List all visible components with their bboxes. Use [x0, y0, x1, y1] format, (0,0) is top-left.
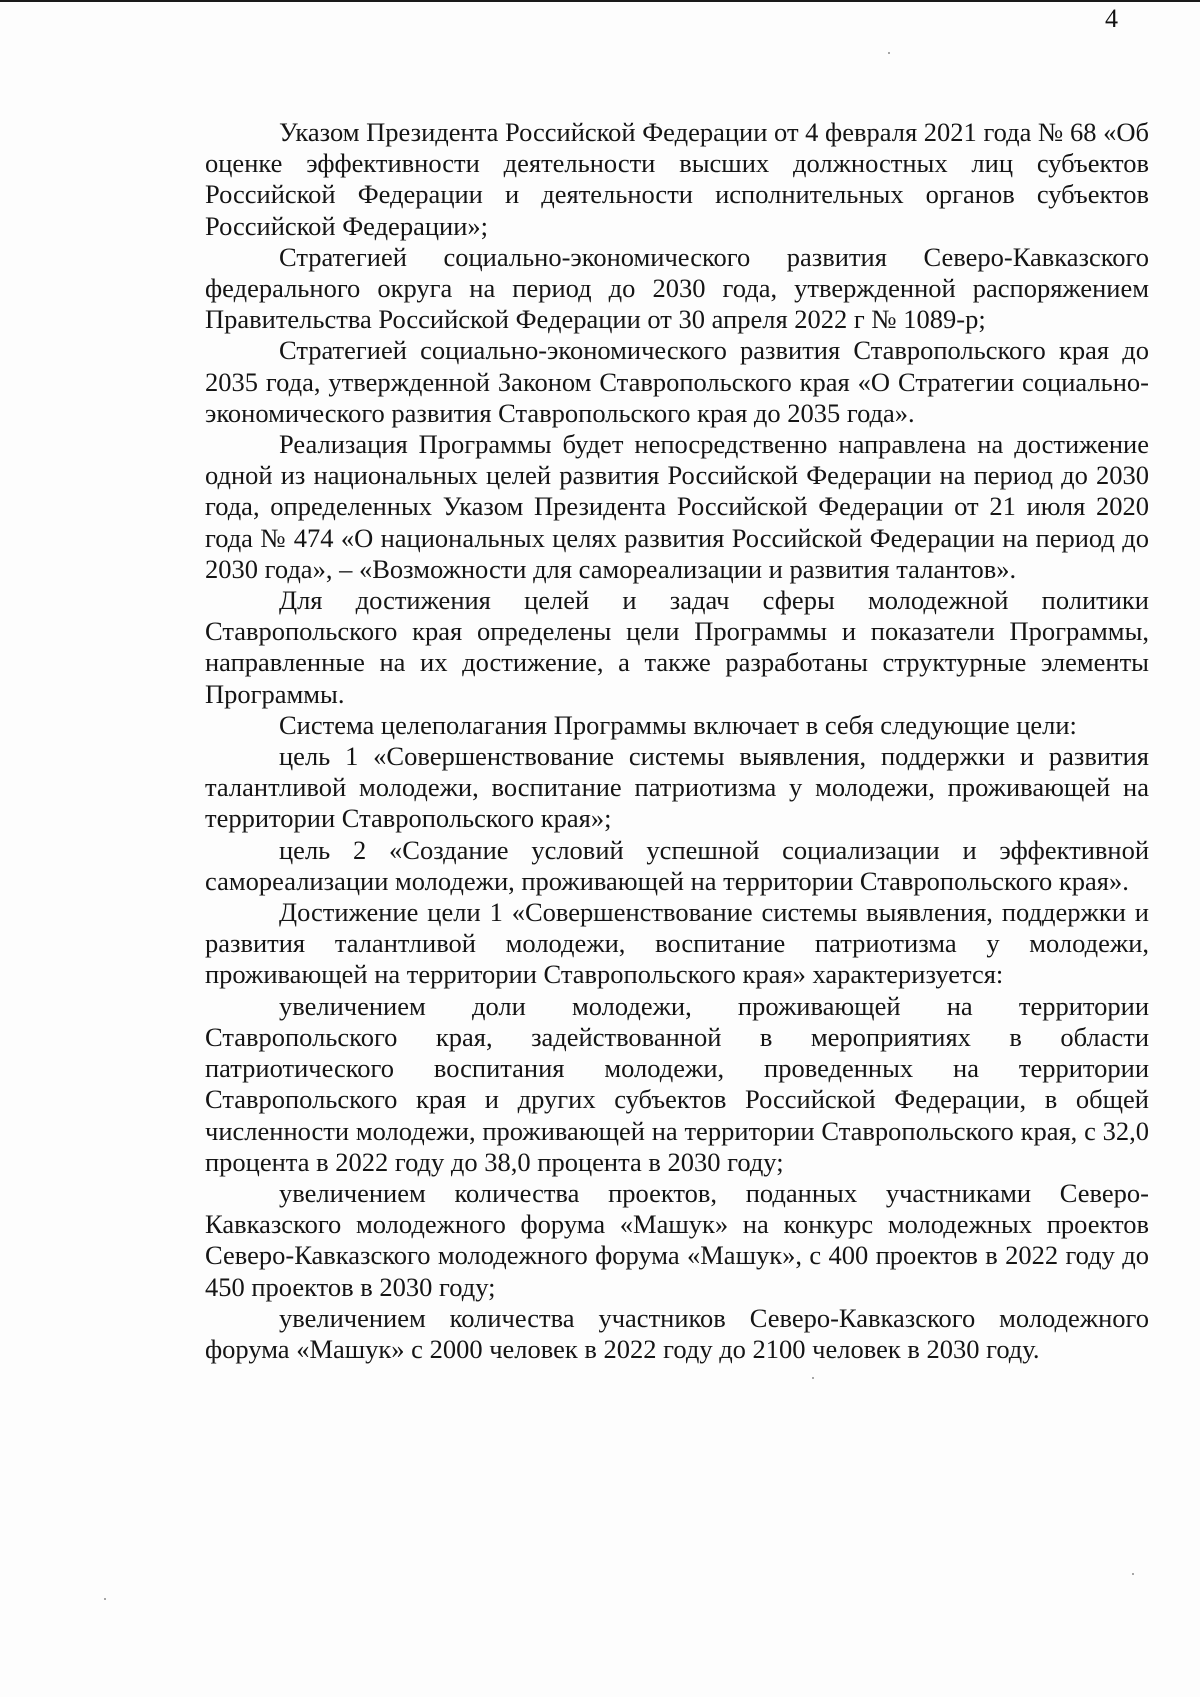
document-body [205, 117, 1149, 1365]
scan-speck [812, 1377, 814, 1379]
scan-top-edge [0, 0, 1200, 2]
paragraph-nkfo-strategy: Стратегией социально-экономического развития Северо-Кавказского федерального округа на период до 2030 года, утвержденной распоряжением Правительства Российской Федерации от 30 апреля 2022 г № 1089-р; [205, 241, 1149, 335]
scan-speck [104, 1598, 106, 1600]
paragraph-goal-2: цель 2 «Создание условий успешной социализации и эффективной самореализации молодежи, проживающей на территории Ставропольского края». [205, 834, 1149, 896]
page-number: 4 [1105, 4, 1118, 33]
paragraph-indicator-projects: увеличением количества проектов, поданных участниками Северо-Кавказского молодежного форума «Машук» на конкурс молодежных проектов Северо-Кавказского молодежного форума «Машук», с 400 проектов в 2022 году до 450 проектов в 2030 году; [205, 1177, 1149, 1302]
paragraph-indicator-patriotic: увеличением доли молодежи, проживающей на территории Ставропольского края, задействованной в мероприятиях в области патриотического воспитания молодежи, проведенных на территории Ставропольского края и других субъектов Российской Федерации, в общей численности молодежи, проживающей на территории Ставропольского края, с 32,0 процента в 2022 году до 38,0 процента в 2030 году; [205, 990, 1149, 1177]
scan-speck [888, 52, 890, 54]
paragraph-goal-1: цель 1 «Совершенствование системы выявления, поддержки и развития талантливой молодежи, воспитание патриотизма у молодежи, проживающей на территории Ставропольского края»; [205, 741, 1149, 834]
paragraph-goals-achievement: Для достижения целей и задач сферы молодежной политики Ставропольского края определены цели Программы и показатели Программы, направленные на их достижение, а также разработаны структурные элементы Программы. [205, 585, 1149, 709]
paragraph-goal-1-characteristics: Достижение цели 1 «Совершенствование системы выявления, поддержки и развития талантливой молодежи, воспитание патриотизма у молодежи, проживающей на территории Ставропольского края» характеризуется: [205, 897, 1149, 990]
paragraph-stavropol-strategy: Стратегией социально-экономического развития Ставропольского края до 2035 года, утвержденной Законом Ставропольского края «О Стратегии социально-экономического развития Ставропольского края до 2035 года». [205, 335, 1149, 428]
paragraph-presidential-decree: Указом Президента Российской Федерации от 4 февраля 2021 года № 68 «Об оценке эффективности деятельности высших должностных лиц субъектов Российской Федерации и деятельности исполнительных органов субъектов Российской Федерации»; [205, 117, 1149, 241]
paragraph-goal-system: Система целеполагания Программы включает в себя следующие цели: [279, 709, 1077, 740]
scan-speck [1132, 1573, 1134, 1575]
paragraph-indicator-participants: увеличением количества участников Северо-Кавказского молодежного форума «Машук» с 2000 человек в 2022 году до 2100 человек в 2030 году. [205, 1302, 1149, 1364]
paragraph-program-implementation: Реализация Программы будет непосредственно направлена на достижение одной из национальных целей развития Российской Федерации на период до 2030 года, определенных Указом Президента Российской Федерации от 21 июля 2020 года № 474 «О национальных целях развития Российской Федерации на период до 2030 года», – «Возможности для самореализации и развития талантов». [205, 429, 1149, 584]
